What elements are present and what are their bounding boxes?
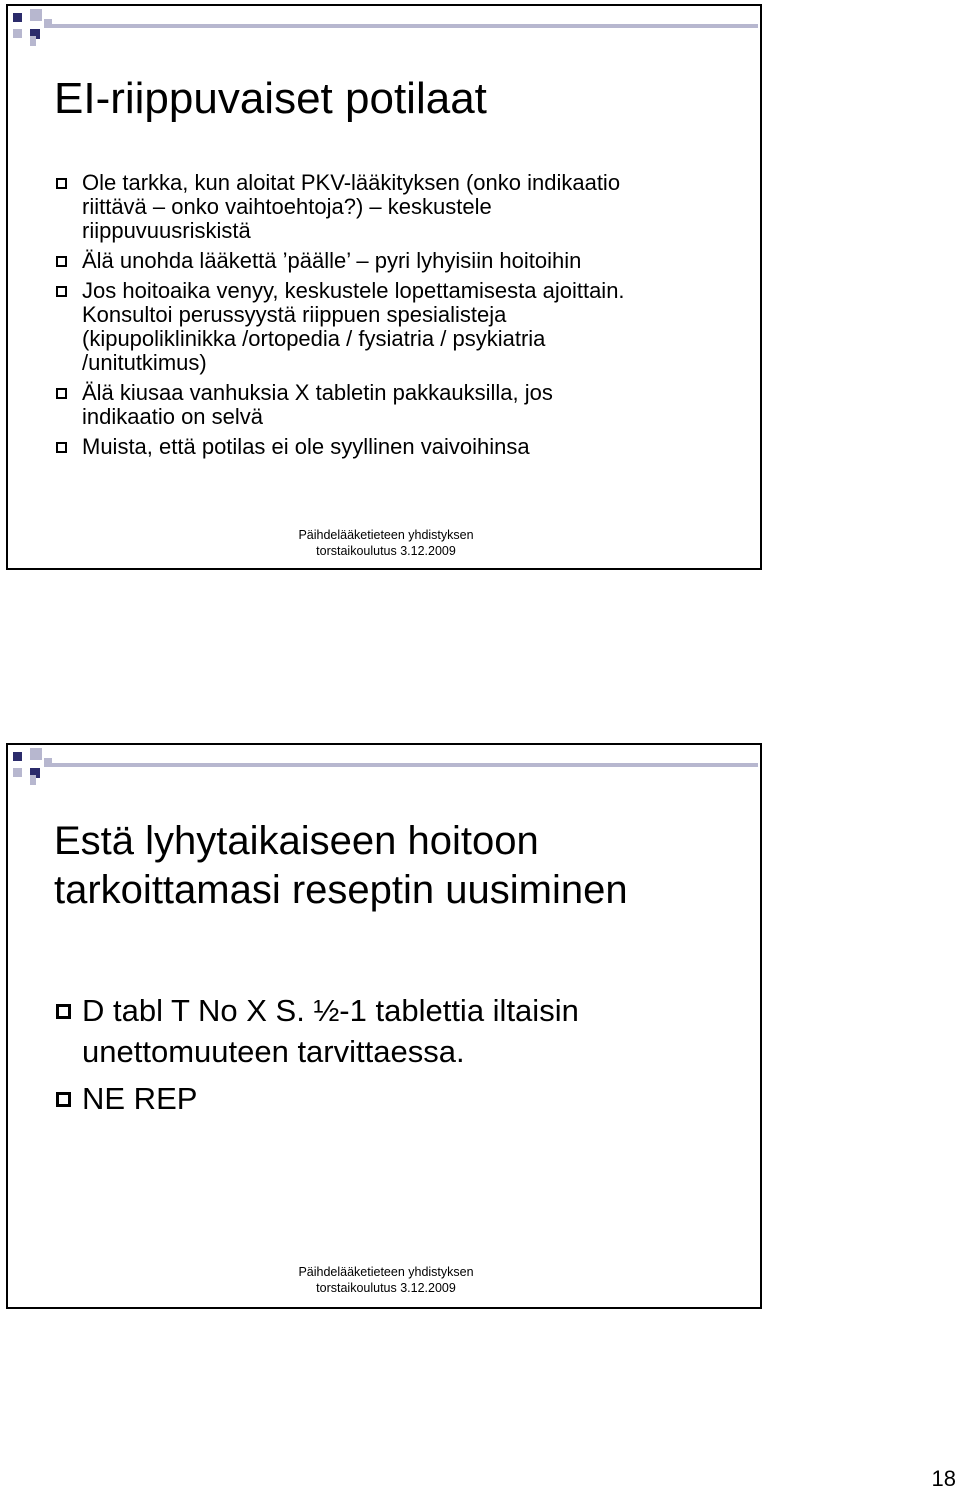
square-bullet-icon <box>56 1092 71 1107</box>
list-item: Muista, että potilas ei ole syyllinen vaivoihinsa <box>54 435 744 459</box>
slide-2-title: Estä lyhytaikaiseen hoitoon tarkoittamasi reseptin uusiminen <box>54 819 628 912</box>
square-bullet-icon <box>56 1004 71 1019</box>
square-bullet-icon <box>56 256 67 267</box>
slide-1-title: EI-riippuvaiset potilaat <box>54 74 487 123</box>
page-number: 18 <box>931 1466 956 1491</box>
list-item: Jos hoitoaika venyy, keskustele lopettamisesta ajoittain. Konsultoi perussyystä riippuen spesialisteja (kipupoliklinikka /ortopedia / fysiatria / psykiatria /unitutkimus) <box>54 279 744 375</box>
square-bullet-icon <box>56 178 67 189</box>
slide-logo-decoration <box>8 745 768 785</box>
square-bullet-icon <box>56 442 67 453</box>
list-item: D tabl T No X S. ½-1 tablettia iltaisin unettomuuteen tarvittaessa. <box>54 990 744 1072</box>
slide-1-footer: Päihdelääketieteen yhdistyksen torstaikoulutus 3.12.2009 <box>298 528 474 558</box>
slide-2 <box>6 743 762 1309</box>
slide-2-bullet-list <box>54 990 744 1125</box>
list-item: Älä kiusaa vanhuksia X tabletin pakkauksilla, jos indikaatio on selvä <box>54 381 744 429</box>
slide-2-footer: Päihdelääketieteen yhdistyksen torstaikoulutus 3.12.2009 <box>298 1265 474 1295</box>
square-bullet-icon <box>56 388 67 399</box>
slide-1-bullet-list <box>54 171 744 465</box>
list-item: NE REP <box>54 1078 744 1119</box>
square-bullet-icon <box>56 286 67 297</box>
list-item: Älä unohda lääkettä ’päälle’ – pyri lyhyisiin hoitoihin <box>54 249 744 273</box>
list-item: Ole tarkka, kun aloitat PKV-lääkityksen (onko indikaatio riittävä – onko vaihtoehtoja?) – keskustele riippuvuusriskistä <box>54 171 744 243</box>
slide-1 <box>6 4 762 570</box>
slide-logo-decoration <box>8 6 768 46</box>
